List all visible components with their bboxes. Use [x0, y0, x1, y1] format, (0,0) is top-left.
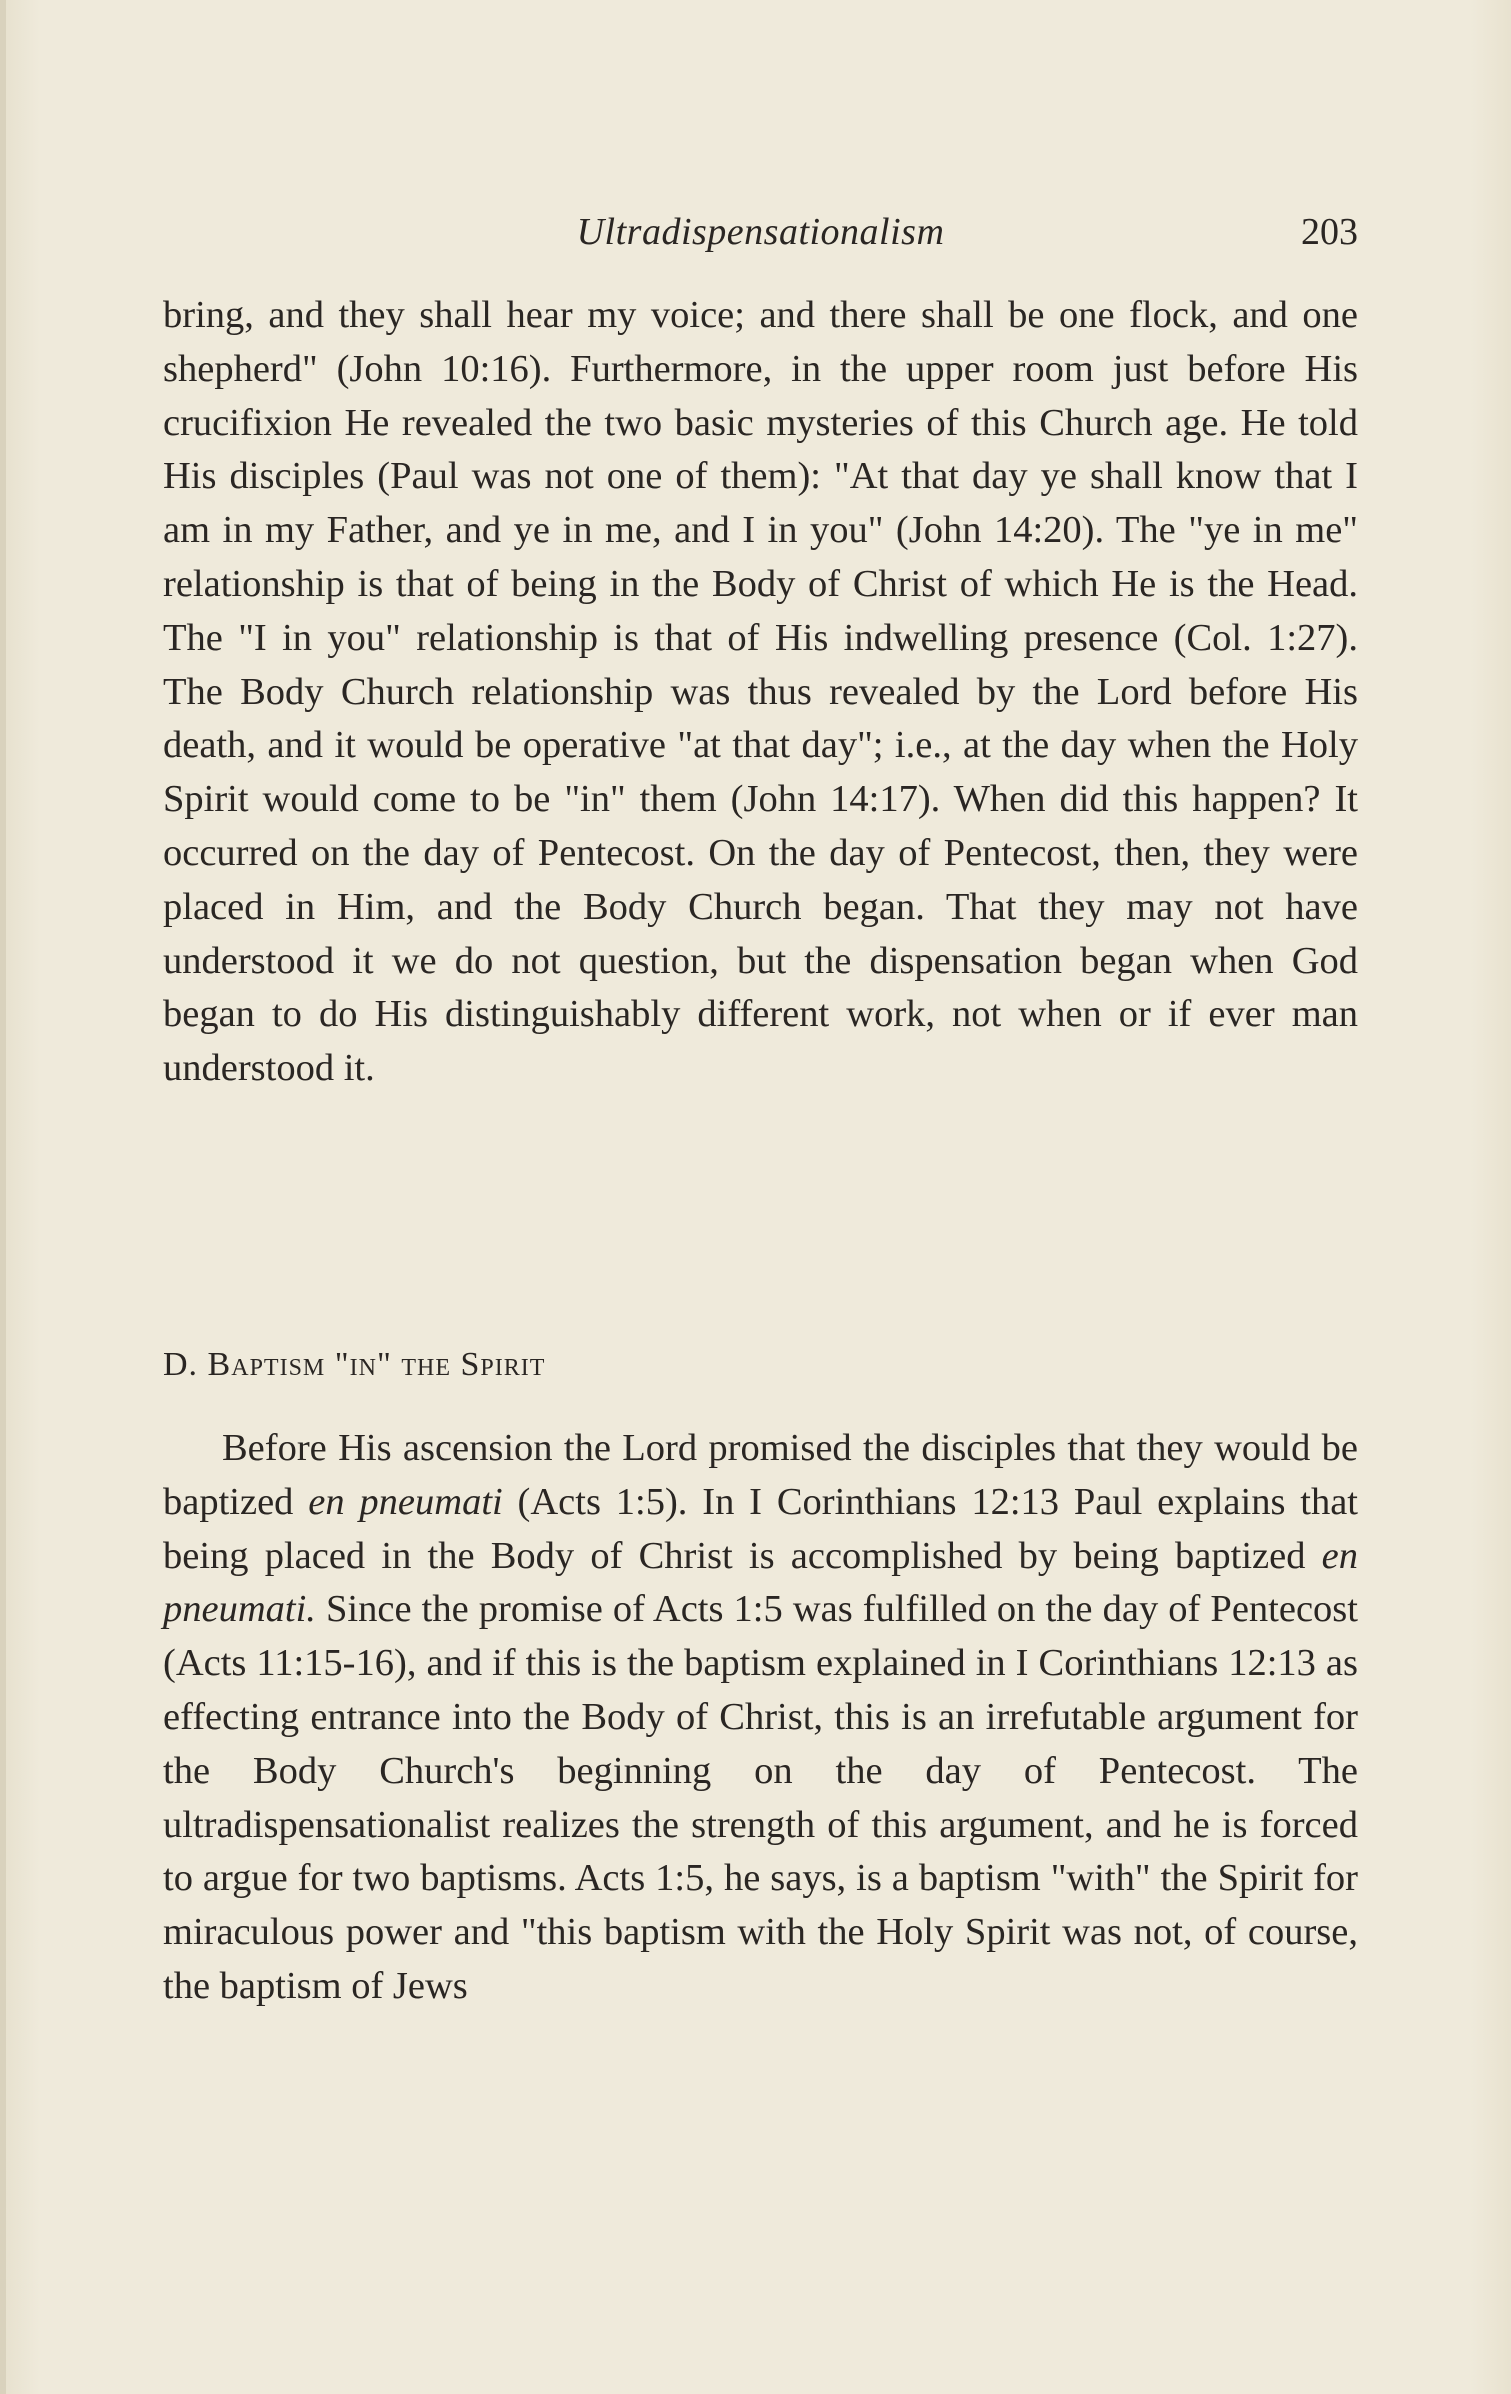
running-title: Ultradispensationalism — [576, 211, 945, 253]
body-text-bottom — [163, 1422, 1358, 2014]
paragraph-baptism — [163, 1422, 1358, 2014]
greek-term-italic-2: en pneumati. — [163, 1534, 1358, 1631]
paragraph-text-part1: Before His ascension the Lord promised the disciples that they would be baptized — [163, 1427, 1358, 1523]
paragraph-text-part2: (Acts 1:5). In I Corinthians 12:13 Paul explains that being placed in the Body of Christ is accomplished by being baptized — [163, 1480, 1358, 1577]
paragraph-text-part3: Since the promise of Acts 1:5 was fulfilled on the day of Pentecost (Acts 11:15-16), and if this is the baptism explained in I Corinthians 12:13 as effecting entrance into the Body of Christ, this is an irrefutable argument for the Body Church's beginning on the day of Pentecost. The ultradispensationalist realizes the strength of this argument, and he is forced to argue for two baptisms. Acts 1:5, he says, is a baptism "with" the Spirit for miraculous power and "this baptism with the Holy Spirit was not, of course, the baptism of Jews — [163, 1588, 1358, 2007]
page-edge-shadow — [0, 0, 6, 2394]
page-number: 203 — [1301, 211, 1358, 253]
paragraph-continued: bring, and they shall hear my voice; and there shall be one flock, and one shepherd" (John 10:16). Furthermore, in the upper room just before His crucifixion He revealed the two basic mysteries of this Church age. He told His disciples (Paul was not one of them): "At that day ye shall know that I am in my Father, and ye in me, and I in you" (John 14:20). The "ye in me" relationship is that of being in the Body of Christ of which He is the Head. The "I in you" relationship is that of His indwelling presence (Col. 1:27). The Body Church relationship was thus revealed by the Lord before His death, and it would be operative "at that day"; i.e., at the day when the Holy Spirit would come to be "in" them (John 14:17). When did this happen? It occurred on the day of Pentecost. On the day of Pentecost, then, they were placed in Him, and the Body Church began. That they may not have understood it we do not question, but the dispensation began when God began to do His distinguishably different work, not when or if ever man understood it. — [163, 294, 1358, 1090]
greek-term-italic: en pneumati — [308, 1480, 503, 1523]
section-heading — [163, 1346, 545, 1384]
body-text-top — [163, 289, 1358, 1096]
running-head — [163, 210, 1358, 270]
section-heading-text: D. Baptism "in" the Spirit — [163, 1346, 546, 1383]
